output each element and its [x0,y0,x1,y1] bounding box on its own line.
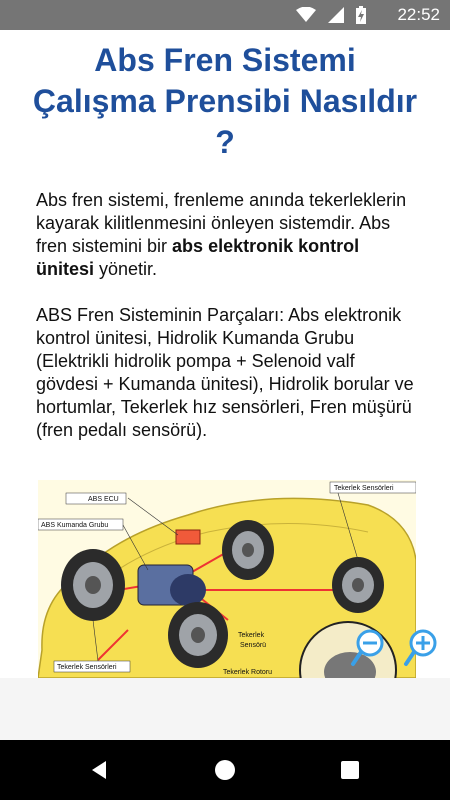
back-button[interactable] [88,758,112,782]
article-paragraph-1 [36,189,414,281]
label-tekerlek-sensoru-line1: Tekerlek [238,632,265,639]
wifi-icon [296,7,316,23]
paragraph-1-text-after: yönetir. [94,259,158,279]
wheel-front-right [222,520,274,580]
wheel-rear-right [332,557,384,613]
recents-icon [338,758,362,782]
status-bar [0,0,450,30]
zoom-out-button[interactable] [350,628,386,668]
article-title: Abs Fren Sistemi Çalışma Prensibi Nasıldır ? [32,42,418,160]
navigation-bar [0,740,450,800]
label-tekerlek-sensoru-line2: Sensörü [240,642,267,649]
label-abs-ecu: ABS ECU [88,496,119,503]
home-icon [213,758,237,782]
recents-button[interactable] [338,758,362,782]
paragraph-1-text-before: Abs fren sistemi, frenleme anında tekerleklerin kayarak kilitlenmesini önleyen sistemdir. Abs fren sistemini bir [36,190,407,256]
wheel-rear-left [168,602,228,668]
article-content [0,30,450,678]
wheel-front-left [61,549,125,621]
label-tekerlek-sensorleri-bottom: Tekerlek Sensörleri [57,664,117,671]
zoom-in-button[interactable] [403,628,439,668]
label-abs-kumanda-grubu: ABS Kumanda Grubu [41,522,109,529]
zoom-in-icon [403,628,439,668]
paragraph-1-bold-text: abs elektronik kontrol ünitesi [36,236,360,279]
label-tekerlek-sensorleri-top: Tekerlek Sensörleri [334,485,394,492]
label-tekerlek-rotoru: Tekerlek Rotoru [223,669,273,676]
status-time: 22:52 [397,5,440,24]
zoom-out-icon [350,628,386,668]
back-icon [88,758,112,782]
article-paragraph-2: ABS Fren Sisteminin Parçaları: Abs elektronik kontrol ünitesi, Hidrolik Kumanda Grubu (Elektrikli hidrolik pompa + Selenoid valf gövdesi + Kumanda ünitesi), Hidrolik borular ve hortumlar, Tekerlek hız sensörleri, Fren müşürü (fren pedalı sensörü). [36,305,414,440]
battery-charging-icon [356,6,366,24]
home-button[interactable] [213,758,237,782]
status-icons [296,7,366,23]
signal-icon [328,7,344,23]
bottom-blank-area [0,678,450,740]
